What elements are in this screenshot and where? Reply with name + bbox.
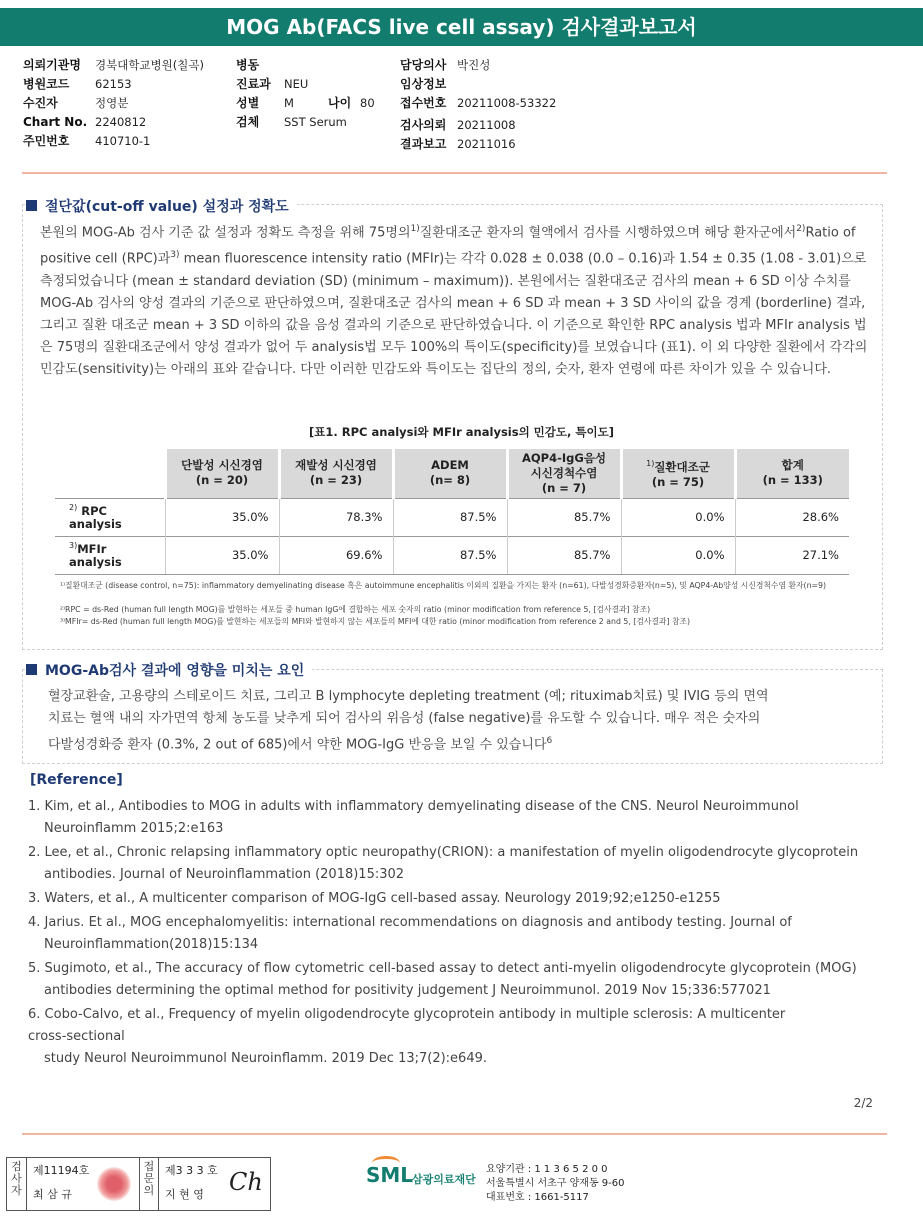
table-header: ADEM (n= 8) [393,449,507,498]
table-cell: 0.0% [621,536,735,574]
table-cell: 35.0% [165,536,279,574]
section2-paragraph: 혈장교환술, 고용량의 스테로이드 치료, 그리고 B lymphocyte depleting treatment (예; rituximab치료) 및 IVIG 등의 면역 치료는 혈액 내의 자가면역 항체 농도를 낮추게 되어 검사의 위음성 (false negative)를 유도할 수 있습니다. 매우 적은 숫자의 다발성경화증 환자 (0.3%, 2 out of 685)에서 약한 MOG-IgG 반응을 보일 수 있습니다$^6$ [48,689,769,753]
reference-heading: [Reference] [30,772,123,788]
table-corner [55,449,165,498]
list-item: 1. Kim, et al., Antibodies to MOG in adults with inflammatory demyelinating disease of the CNS. Neurol Neuroimmunol Neuroinflamm 2015;2:e163 [28,799,799,836]
table-cell: 87.5% [393,536,507,574]
table-caption: [표1. RPC analysi와 MFIr analysis의 민감도, 특이도] [309,425,614,439]
table-cell: 28.6% [735,498,849,536]
section1-paragraph: 본원의 MOG-Ab 검사 기준 값 설정과 정확도 측정을 위해 75명의$^{1)}$질환대조군 환자의 혈액에서 검사를 시행하였으며 해당 환자군에서$^{2)}$Ratio of positive cell (RPC)과$^{3)}$ mean fluorescence intensity ratio (MFIr)는 각각 0.028 ± 0.038 (0.0 – 0.16)과 1.54 ± 0.35 (1.08 - 3.01)으로 측정되었습니다 (mean ± standard deviation (SD) (minimum – maximum)). 본원에서는 질환대조군 검사의 mean + 6 SD 이상 수치를 MOG-Ab 검사의 양성 결과의 기준으로 판단하였으며, 질환대조군 검사의 mean + 6 SD 과 mean + 3 SD 사이의 값을 경계 (borderline) 결과, 그리고 질환 대조군 mean + 3 SD 이하의 값을 음성 결과의 기준으로 판단하였습니다. 이 기준으로 확인한 RPC analysis 법과 MFIr analysis 법은 75명의 질환대조군에서 양성 결과가 없어 두 analysis법 모두 100%의 특이도(specificity)를 보였습니다 (표1). 이 외 다양한 질환에서 각각의 민감도(sensitivity)는 아래의 표와 같습니다. 다만 이러한 민감도와 특이도는 집단의 정의, 숫자, 환자 연령에 따른 차이가 있을 수 있습니다. [40,224,868,377]
footnote: ³⁾MFIr= ds-Red (human full length MOG)를 발현하는 세포들의 MFI와 발현하지 않는 세포들의 MFI에 대한 ratio (minor modification from reference 2 and 5, [검사결과] 참조) [60,617,691,626]
row-label: $^{2)}$ RPC analysis [55,498,165,536]
list-item: 3. Waters, et al., A multicenter comparison of MOG-IgG cell-based assay. Neurology 2019;92;e1250-e1255 [28,891,721,906]
section1-heading: 절단값(cut-off value) 설정과 정확도 [26,196,297,216]
table-cell: 85.7% [507,536,621,574]
footnote: ¹⁾질환대조군 (disease control, n=75): inflammatory demyelinating disease 혹은 autoimmune encephalitis 이외의 질환을 가지는 환자 (n=61), 다발성경화증환자(n=5), 및 AQP4-Ab양성 시신경척수염 환자(n=9) [60,581,827,590]
table-cell: 0.0% [621,498,735,536]
table-header: 재발성 시신경염 (n = 23) [279,449,393,498]
row-label: $^{3)}$MFIr analysis [55,536,165,574]
company-name: 삼광의료재단 [412,1173,476,1186]
table-row [55,536,849,574]
footer [0,1153,923,1219]
table-cell: 27.1% [735,536,849,574]
company-address: 요양기관 : 1 1 3 6 5 2 0 0 서울특별시 서초구 양재동 9-60 대표번호 : 1661-5117 [486,1164,625,1203]
report-title: MOG Ab(FACS live cell assay) 검사결과보고서 [0,8,923,46]
signature-box [6,1157,271,1211]
seal-stamp-icon [97,1167,131,1201]
footnote: ²⁾RPC = ds-Red (human full length MOG)를 발현하는 세포들 중 human IgG에 결합하는 세포 숫자의 ratio (minor modification from reference 5, [검사결과] 참조) [60,605,651,614]
examiner-name: 최 삼 규 [33,1188,72,1201]
list-item: 4. Jarius. Et al., MOG encephalomyelitis: international recommendations on diagnosis and antibody testing. Journal of Neuroinflammation(2018)15:134 [28,915,792,952]
table-header: $^{1)}$질환대조군 (n = 75) [621,449,735,498]
table-header: 단발성 시신경염 (n = 20) [165,449,279,498]
section2-heading: MOG-Ab검사 결과에 영향을 미치는 요인 [26,660,312,680]
company-logo: SML [366,1163,414,1187]
table-row [55,498,849,536]
list-item: 6. Cobo-Calvo, et al., Frequency of myelin oligodendrocyte glycoprotein antibody in multiple sclerosis: A multicenter cross-sectional study Neurol Neuroimmunol Neuroinflamm. 2019 Dec 13;7(2):e649. [28,1007,786,1066]
table-cell: 69.6% [279,536,393,574]
divider [22,1133,887,1135]
table-header: 합계 (n = 133) [735,449,849,498]
examiner-label: 검사자 [7,1158,27,1210]
list-item: 2. Lee, et al., Chronic relapsing inflammatory optic neuropathy(CRION): a manifestation of myelin oligodendrocyte glycoprotein antibodies. Journal of Neuroinflammation (2018)15:302 [28,845,859,882]
table-cell: 35.0% [165,498,279,536]
divider [22,172,887,174]
page-number: 2/2 [853,1096,873,1110]
table-cell: 87.5% [393,498,507,536]
examiner-license: 제11194호 [33,1164,90,1177]
list-item: 5. Sugimoto, et al., The accuracy of flow cytometric cell-based assay to detect anti-myelin oligodendrocyte glycoprotein (MOG) antibodies determining the optimal method for positivity judgement J Neuroimmunol. 2019 Nov 15;336:577021 [28,961,857,998]
specialist-license: 제3 3 3 호 [165,1164,218,1177]
table-cell: 85.7% [507,498,621,536]
results-table [55,449,849,575]
table-header: AQP4-IgG음성 시신경척수염 (n = 7) [507,449,621,498]
square-bullet-icon [26,664,37,675]
square-bullet-icon [26,200,37,211]
specialist-name: 지 현 영 [165,1188,204,1201]
table-header-row [55,449,849,498]
table-cell: 78.3% [279,498,393,536]
signature-icon: Ch [229,1168,263,1196]
reference-list [28,796,888,1072]
specialist-label: 접문의 [139,1158,159,1210]
